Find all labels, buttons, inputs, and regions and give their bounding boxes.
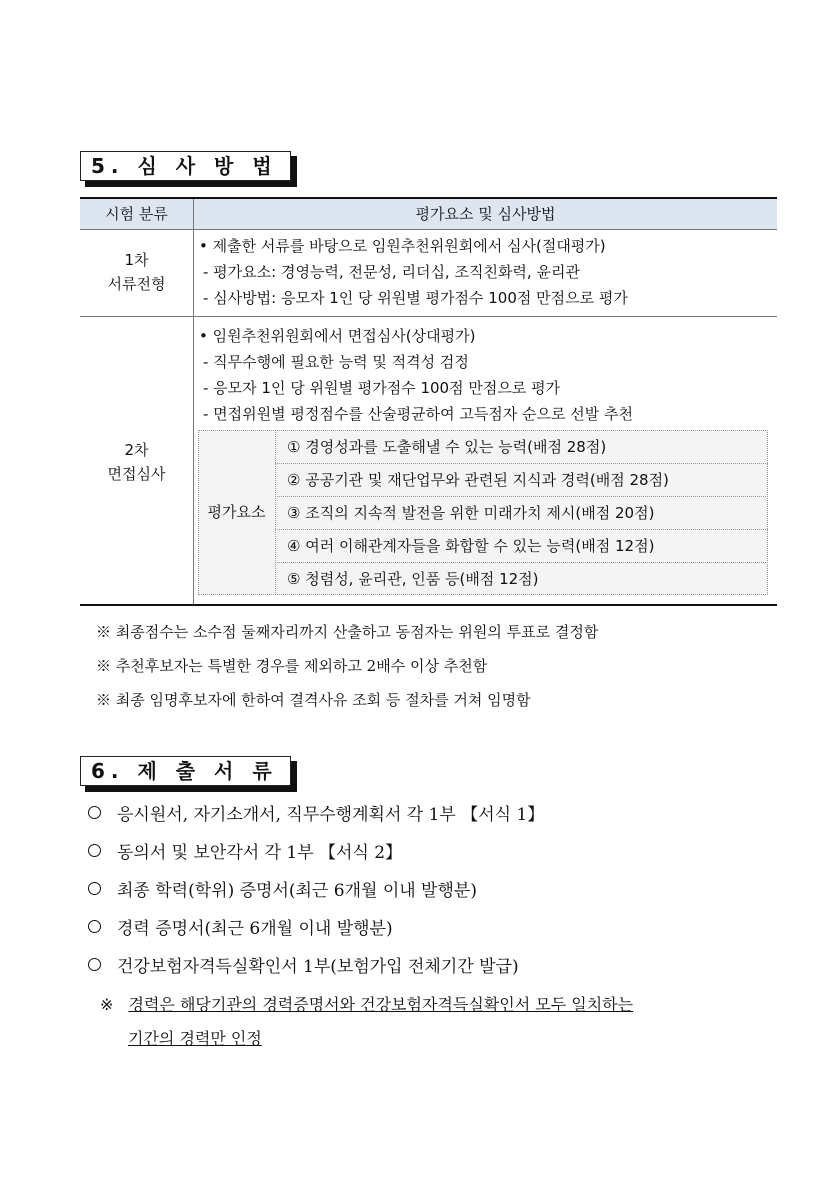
row-divider: [80, 316, 777, 317]
criteria-label: 평가요소: [207, 503, 266, 521]
document-item: 경력 증명서(최근 6개월 이내 발행분): [88, 916, 393, 942]
criteria-item: ② 공공기관 및 재단업무와 관련된 지식과 경력(배점 28점): [287, 471, 669, 489]
round1-line: - 심사방법: 응모자 1인 당 위원별 평가점수 100점 만점으로 평가: [203, 289, 628, 307]
criteria-item: ① 경영성과를 도출해낼 수 있는 능력(배점 28점): [287, 438, 607, 456]
document-item: 최종 학력(학위) 증명서(최근 6개월 이내 발행분): [88, 878, 477, 904]
criteria-row-divider: [275, 562, 768, 563]
note-item: ※ 추천후보자는 특별한 경우를 제외하고 2배수 이상 추천함: [96, 657, 488, 675]
note-item: ※ 최종점수는 소수점 둘째자리까지 산출하고 동점자는 위원의 투표로 결정함: [96, 623, 599, 641]
round2-line: • 임원추천위원회에서 면접심사(상대평가): [199, 327, 476, 345]
round1-line: • 제출한 서류를 바탕으로 임원추천위원회에서 심사(절대평가): [199, 237, 606, 255]
circle-bullet-icon: [88, 958, 101, 971]
round2-label: 2차 면접심사: [107, 441, 166, 483]
section5-title: 5. 심 사 방 법: [91, 154, 278, 178]
document-item: 동의서 및 보안각서 각 1부 【서식 2】: [88, 840, 402, 866]
header-criteria: 평가요소 및 심사방법: [415, 205, 556, 223]
note-mark: ※: [100, 995, 114, 1014]
circle-bullet-icon: [88, 920, 101, 933]
circle-bullet-icon: [88, 844, 101, 857]
criteria-item: ⑤ 청렴성, 윤리관, 인품 등(배점 12점): [287, 570, 539, 588]
round1-line: - 평가요소: 경영능력, 전문성, 리더십, 조직친화력, 윤리관: [203, 263, 580, 281]
criteria-item: ④ 여러 이해관계자들을 화합할 수 있는 능력(배점 12점): [287, 537, 655, 555]
career-note-line2: 기간의 경력만 인정: [128, 1029, 262, 1048]
round2-line: - 면접위원별 평정점수를 산술평균하여 고득점자 순으로 선발 추천: [203, 405, 634, 423]
table-bottom-rule: [80, 604, 777, 606]
round2-line: - 응모자 1인 당 위원별 평가점수 100점 만점으로 평가: [203, 379, 561, 397]
section6-title: 6. 제 출 서 류: [91, 759, 278, 783]
career-note-line1: 경력은 해당기관의 경력증명서와 건강보험자격득실확인서 모두 일치하는: [128, 995, 634, 1014]
column-divider: [193, 199, 194, 605]
document-item: 건강보험자격득실확인서 1부(보험가입 전체기간 발급): [88, 954, 519, 980]
round2-line: - 직무수행에 필요한 능력 및 적격성 검정: [203, 353, 469, 371]
circle-bullet-icon: [88, 806, 101, 819]
note-item: ※ 최종 임명후보자에 한하여 결격사유 조회 등 절차를 거쳐 임명함: [96, 691, 531, 709]
header-category: 시험 분류: [105, 205, 168, 223]
circle-bullet-icon: [88, 882, 101, 895]
criteria-item: ③ 조직의 지속적 발전을 위한 미래가치 제시(배점 20점): [287, 504, 655, 522]
criteria-row-divider: [275, 463, 768, 464]
criteria-row-divider: [275, 529, 768, 530]
round1-label: 1차 서류전형: [107, 251, 166, 293]
career-note: [100, 992, 633, 1018]
criteria-row-divider: [275, 496, 768, 497]
criteria-divider: [275, 430, 276, 595]
header-rule: [80, 229, 777, 230]
document-item: 응시원서, 자기소개서, 직무수행계획서 각 1부 【서식 1】: [88, 802, 544, 828]
